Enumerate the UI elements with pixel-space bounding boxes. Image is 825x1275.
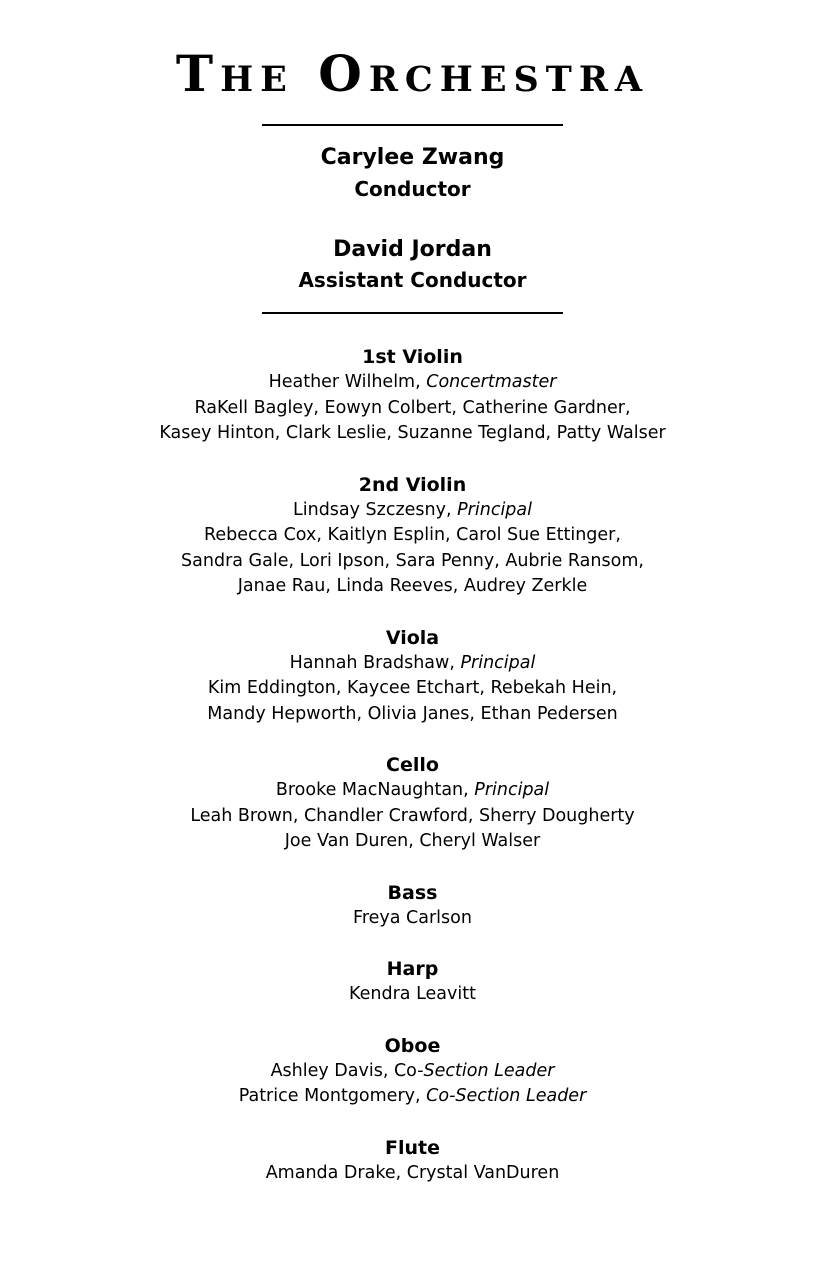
section-heading: Harp (386, 958, 439, 980)
principal-line (0, 1084, 825, 1110)
member-line: Kim Eddington, Kaycee Etchart, Rebekah Hein, (207, 678, 618, 698)
instrument-section (0, 957, 825, 1008)
section-heading: Viola (385, 626, 440, 649)
member-line: Mandy Hepworth, Olivia Janes, Ethan Pedersen (207, 703, 618, 724)
section-heading: Flute (385, 1136, 440, 1159)
member-name: Heather Wilhelm, (268, 372, 427, 392)
page-title: The Orchestra (175, 44, 650, 103)
top-divider (262, 124, 563, 126)
member-line: Leah Brown, Chandler Crawford, Sherry Dougherty (190, 805, 635, 826)
member-name: Brooke MacNaughtan, (275, 780, 475, 800)
section-heading: Oboe (384, 1034, 441, 1057)
member-line: Rebecca Cox, Kaitlyn Esplin, Carol Sue Ettinger, (204, 525, 621, 545)
member-name: Lindsay Szczesny, (292, 499, 458, 520)
instrument-section (0, 473, 825, 600)
member-line: Amanda Drake, Crystal VanDuren (265, 1162, 560, 1183)
instrument-section (0, 753, 825, 855)
instrument-section (0, 1034, 825, 1110)
section-heading: 2nd Violin (358, 473, 467, 496)
member-name: Patrice Montgomery, (238, 1086, 427, 1106)
member-role: Concertmaster (426, 372, 557, 392)
member-role: Section Leader (423, 1060, 555, 1081)
member-role: Principal (460, 652, 536, 673)
section-heading: 1st Violin (362, 346, 463, 368)
principal-line (0, 651, 825, 677)
section-heading: Cello (386, 754, 439, 776)
instrument-section (0, 1136, 825, 1187)
instrument-section (0, 345, 825, 447)
member-line: RaKell Bagley, Eowyn Colbert, Catherine Gardner, (194, 397, 631, 418)
instrument-section (0, 626, 825, 728)
instrument-section (0, 881, 825, 932)
assistant-conductor-role: Assistant Conductor (298, 268, 527, 292)
member-line: Kasey Hinton, Clark Leslie, Suzanne Tegland, Patty Walser (159, 423, 666, 443)
conductor-role: Conductor (354, 177, 471, 201)
principal-line (0, 498, 825, 524)
principal-line (0, 370, 825, 396)
bottom-divider (262, 312, 563, 314)
conductor-name: Carylee Zwang (320, 145, 505, 170)
member-line: Joe Van Duren, Cheryl Walser (284, 831, 541, 851)
member-line: Sandra Gale, Lori Ipson, Sara Penny, Aubrie Ransom, (181, 550, 644, 571)
principal-line (0, 778, 825, 804)
member-role: Principal (457, 499, 533, 520)
principal-line (0, 1059, 825, 1085)
assistant-conductor-name: David Jordan (333, 237, 492, 262)
section-list (0, 345, 825, 1212)
member-role: Co-Section Leader (426, 1086, 587, 1106)
member-name: Ashley Davis, Co- (270, 1060, 424, 1081)
member-line: Janae Rau, Linda Reeves, Audrey Zerkle (237, 576, 588, 596)
member-role: Principal (474, 780, 550, 800)
member-name: Hannah Bradshaw, (289, 652, 461, 673)
member-line: Kendra Leavitt (349, 984, 476, 1004)
member-line: Freya Carlson (353, 907, 472, 928)
section-heading: Bass (387, 881, 438, 904)
